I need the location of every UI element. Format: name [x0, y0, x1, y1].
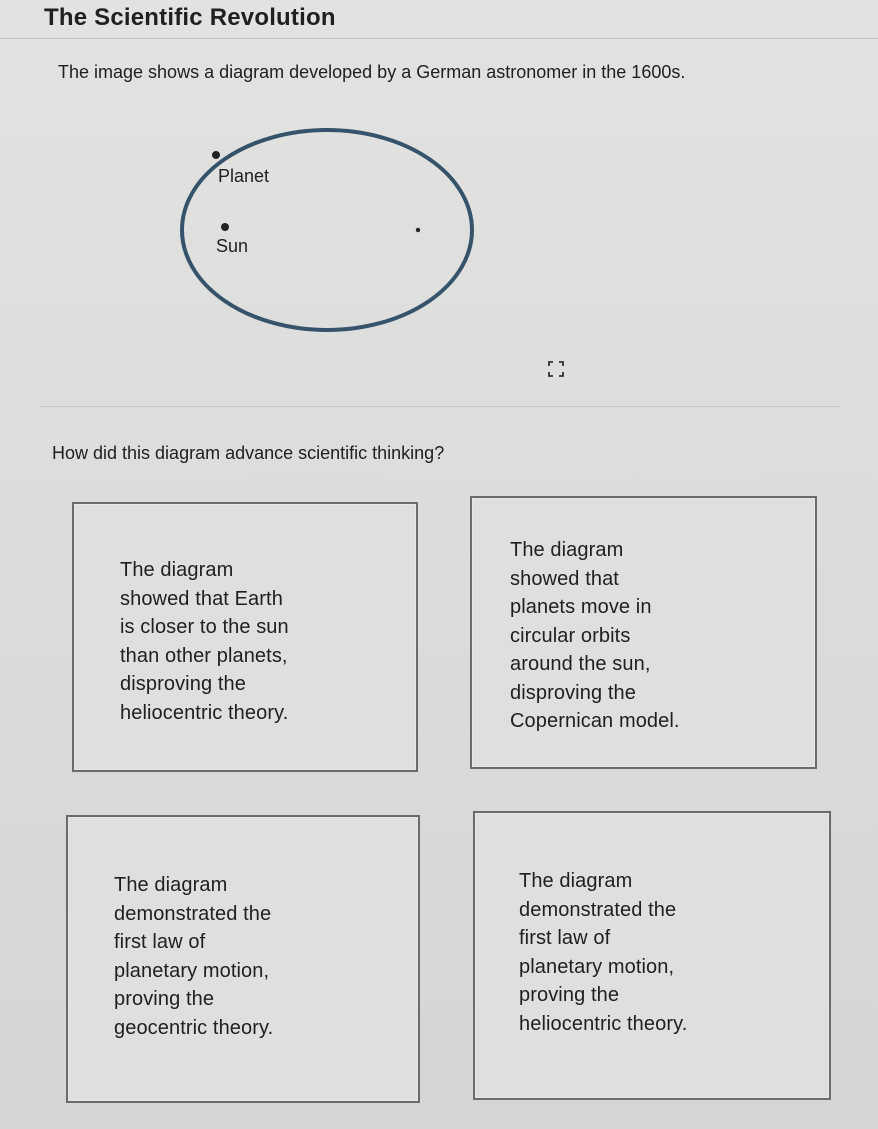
answer-choice-1-line-1: The diagram: [120, 559, 234, 581]
sun-dot: [221, 223, 229, 231]
answer-choice-2-line-5: around the sun,: [510, 653, 651, 675]
answer-choice-2-line-1: The diagram: [510, 539, 624, 561]
answer-choice-1-line-4: than other planets,: [120, 644, 288, 667]
answer-choice-3-line-1: The diagram: [114, 874, 228, 896]
header-divider: [0, 38, 878, 39]
answer-choice-4-line-1: The diagram: [519, 870, 633, 892]
answer-choice-4[interactable]: [473, 811, 831, 1100]
answer-choice-1-line-5: disproving the: [120, 673, 246, 695]
answer-choice-3[interactable]: [66, 815, 420, 1103]
answer-choice-2-line-7: Copernican model.: [510, 710, 680, 732]
answer-choice-4-line-6: heliocentric theory.: [519, 1012, 688, 1035]
question-text: How did this diagram advance scientific thinking?: [52, 443, 445, 463]
answer-choice-4-line-3: first law of: [519, 927, 611, 949]
intro-text: The image shows a diagram developed by a German astronomer in the 1600s.: [58, 62, 686, 82]
expand-icon[interactable]: [547, 360, 565, 378]
answer-choice-1-line-6: heliocentric theory.: [120, 701, 289, 724]
answer-choice-4-text: [519, 867, 789, 1038]
answer-choice-3-line-6: geocentric theory.: [114, 1016, 274, 1039]
answer-choice-4-line-5: proving the: [519, 984, 620, 1006]
answer-choice-2-line-3: planets move in: [510, 596, 652, 618]
section-divider: [40, 406, 840, 407]
answer-choice-3-line-3: first law of: [114, 931, 206, 953]
orbit-diagram-svg: [170, 120, 480, 340]
answer-choice-4-line-4: planetary motion,: [519, 955, 675, 978]
page-title: The Scientific Revolution: [44, 4, 336, 31]
sun-label: Sun: [216, 236, 249, 256]
answer-choice-2-line-6: disproving the: [510, 681, 636, 704]
answer-choice-3-line-2: demonstrated the: [114, 902, 272, 925]
planet-label: Planet: [218, 166, 270, 186]
planet-dot: [212, 151, 220, 159]
answer-choice-1-line-2: showed that Earth: [120, 587, 283, 610]
answer-choice-1[interactable]: [72, 502, 418, 772]
answer-choice-2-line-2: showed that: [510, 567, 619, 590]
answer-choice-1-line-3: is closer to the sun: [120, 616, 289, 638]
answer-choice-3-line-4: planetary motion,: [114, 959, 270, 982]
orbit-diagram: [170, 120, 480, 340]
answer-choice-3-text: [114, 871, 374, 1042]
answer-choice-2-line-4: circular orbits: [510, 624, 631, 647]
answer-choice-4-line-2: demonstrated the: [519, 898, 677, 921]
answer-choice-3-line-5: proving the: [114, 988, 215, 1010]
answer-choice-2-text: [510, 536, 770, 736]
answer-choice-1-text: [120, 556, 370, 727]
focus-dot: [416, 228, 420, 232]
answer-choice-2[interactable]: [470, 496, 817, 769]
